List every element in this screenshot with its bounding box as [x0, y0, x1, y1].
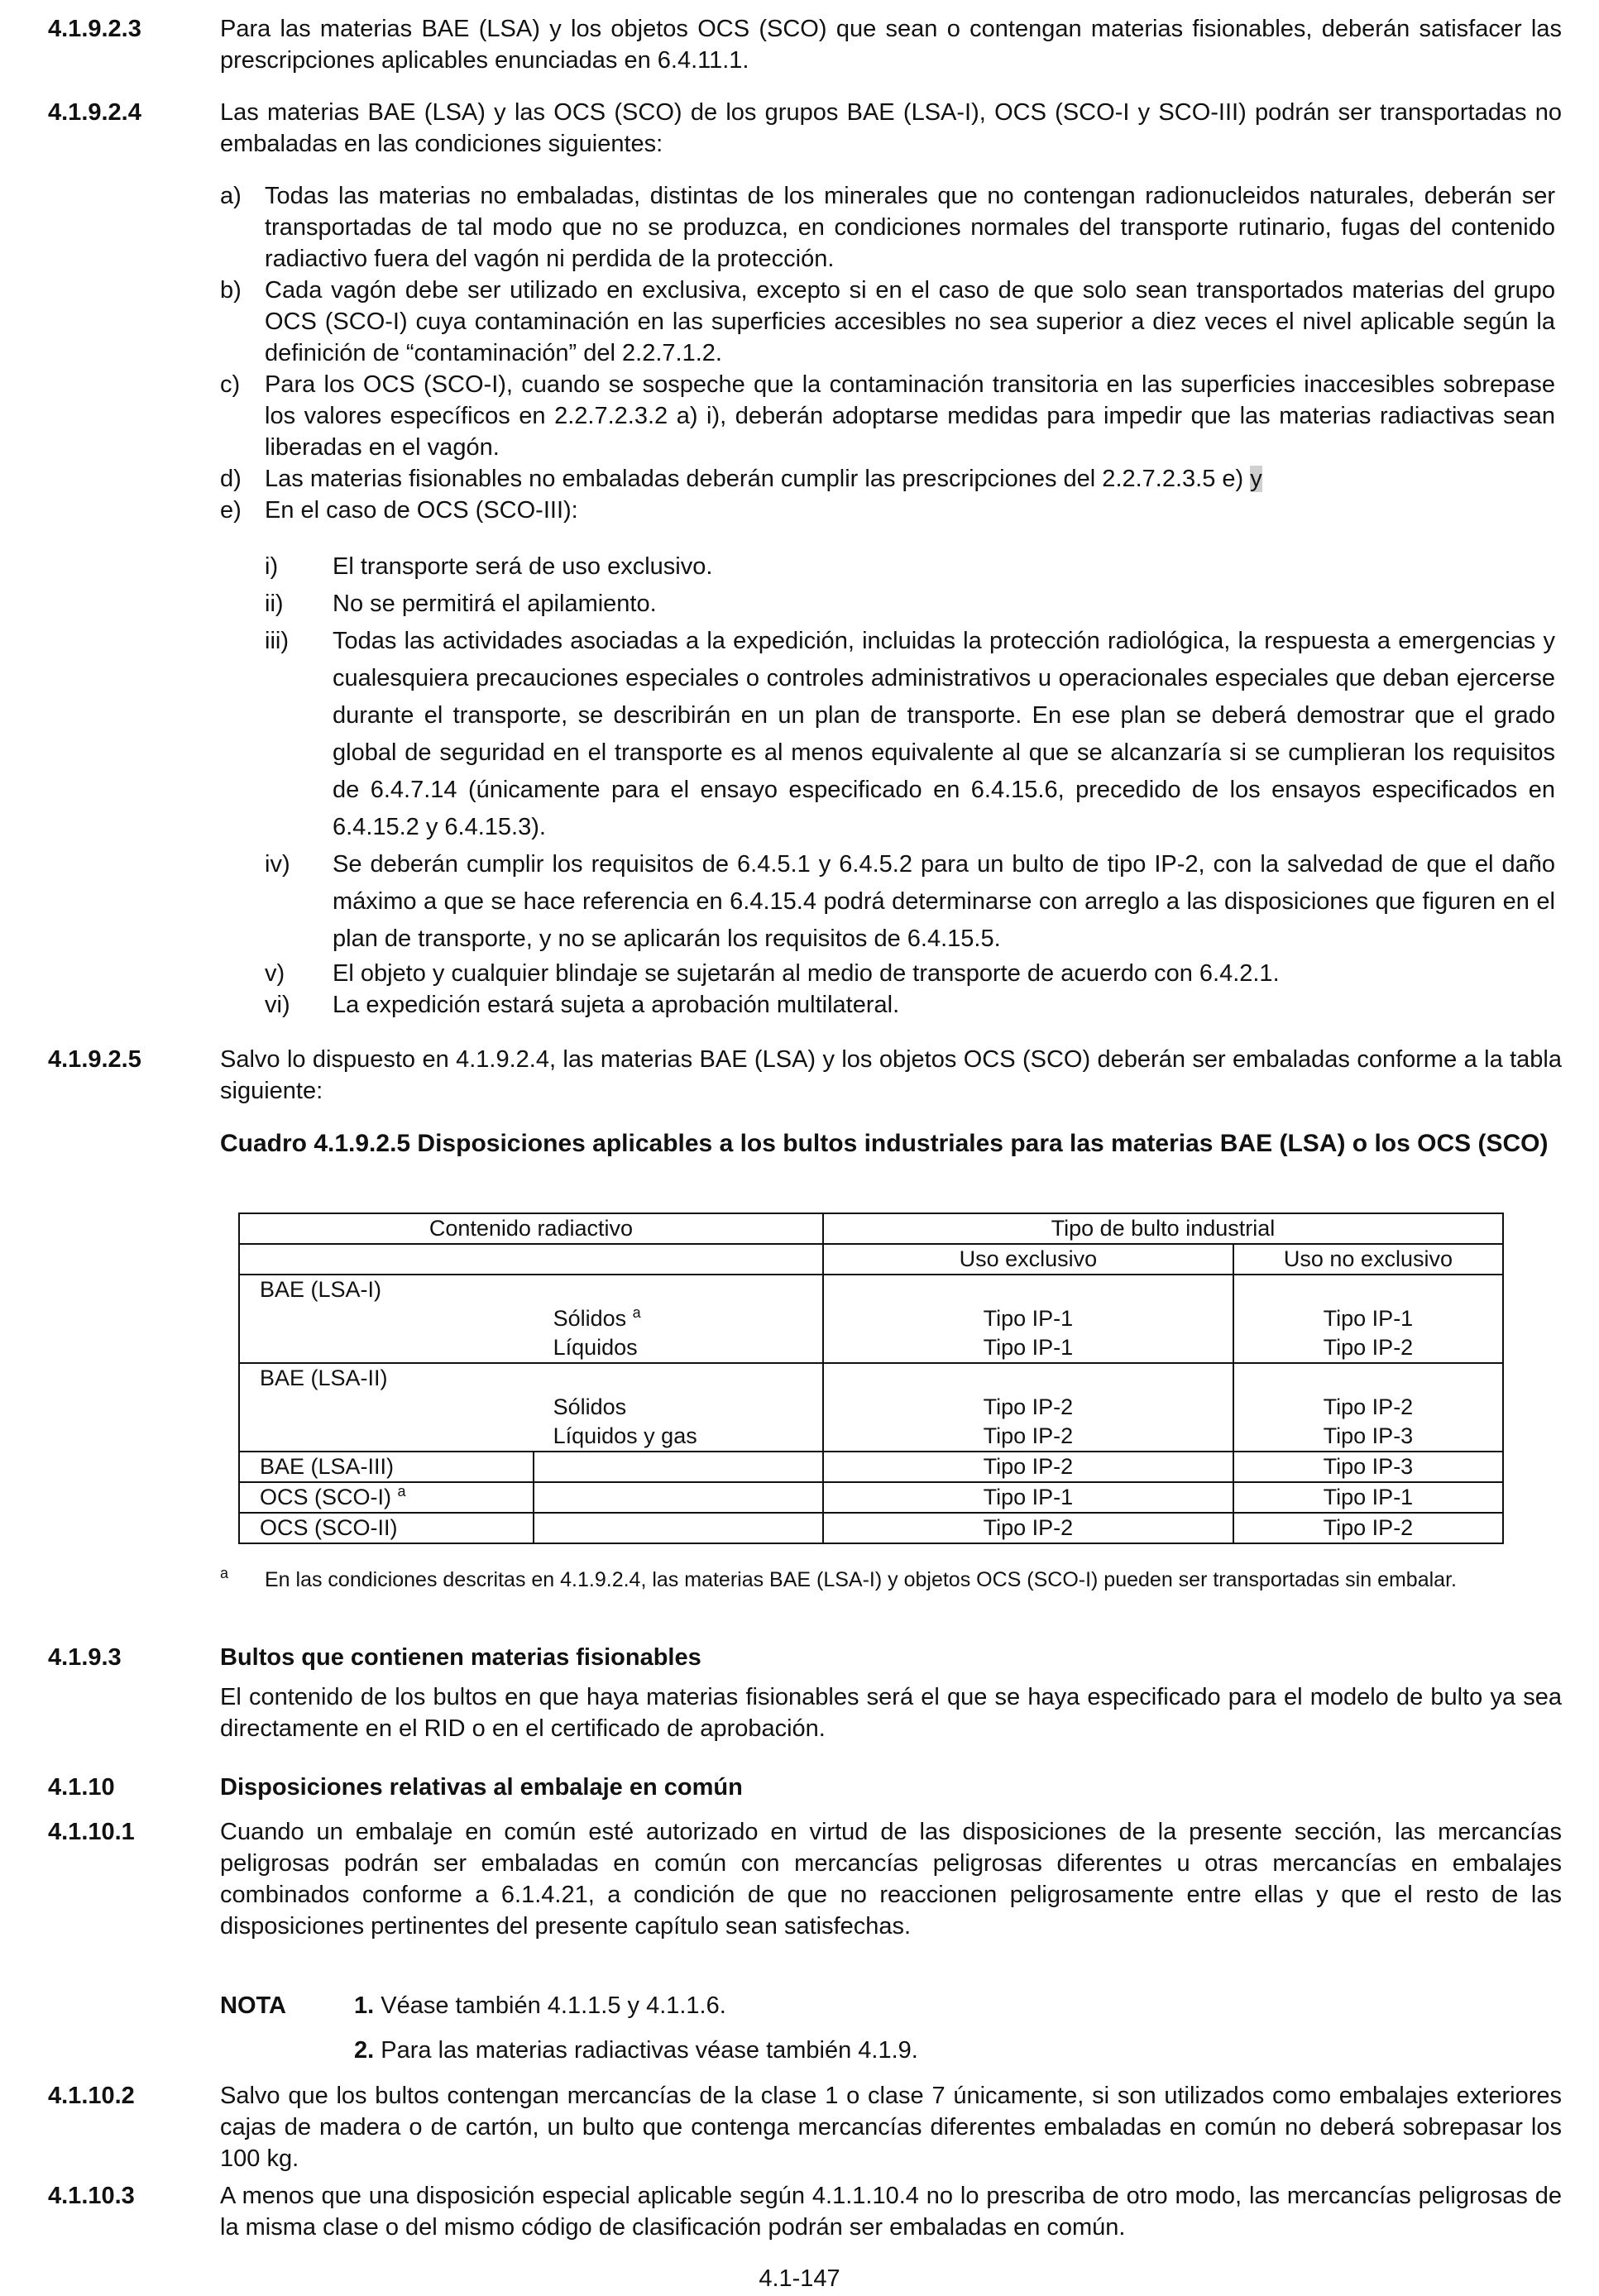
cell-exclusivo: Tipo IP-1: [823, 1482, 1233, 1513]
conditions-list: [220, 180, 1555, 526]
sublist-item: [220, 958, 1555, 989]
cell-no-exclusivo: Tipo IP-3: [1233, 1422, 1503, 1452]
table-row: [239, 1393, 1503, 1422]
list-item-label: b): [220, 277, 242, 304]
section-4-1-10-3: [48, 2180, 1562, 2243]
table-row: [239, 1275, 1503, 1304]
section-text: A menos que una disposición especial aplicable según 4.1.1.10.4 no lo prescriba de otro modo, las mercancías peligrosas de la misma clase o del mismo código de clasificación podrán ser embaladas en común.: [220, 2183, 1562, 2241]
list-item-text: En el caso de OCS (SCO-III):: [265, 497, 578, 524]
section-4-1-9-2-5: [48, 1044, 1562, 1107]
header-tipo: Tipo de bulto industrial: [823, 1213, 1503, 1244]
cell-no-exclusivo: Tipo IP-2: [1233, 1333, 1503, 1363]
section-text: Salvo que los bultos contengan mercancías de la clase 1 o clase 7 únicamente, si son utilizados como embalajes exteriores cajas de madera o de cartón, un bulto que contenga mercancías diferentes embaladas en común no deberá sobrepasar los 100 kg.: [220, 2083, 1562, 2172]
sublist-item: [220, 623, 1555, 846]
nota-item: 1. Véase también 4.1.1.5 y 4.1.1.6.: [354, 1992, 726, 2019]
sublist-item-text: No se permitirá el apilamiento.: [333, 591, 657, 617]
table-caption: Cuadro 4.1.9.2.5 Disposiciones aplicables a los bultos industriales para las materias BAE (LSA) o los OCS (SCO): [220, 1130, 1549, 1157]
header-uso-no-exclusivo: Uso no exclusivo: [1233, 1244, 1503, 1275]
list-item: [220, 180, 1555, 275]
section-number: 4.1.9.2.4: [48, 99, 141, 126]
sublist-item-text: La expedición estará sujeta a aprobación multilateral.: [333, 992, 900, 1018]
table-row: [239, 1422, 1503, 1452]
footnote-label: a: [220, 1565, 229, 1581]
table-header-row: [239, 1213, 1503, 1244]
section-4-1-10-2: [48, 2080, 1562, 2174]
section-text: Salvo lo dispuesto en 4.1.9.2.4, las materias BAE (LSA) y los objetos OCS (SCO) deberán ser embaladas conforme a la tabla siguiente:: [220, 1046, 1562, 1104]
row-label: OCS (SCO-I) $^a$: [239, 1482, 534, 1513]
footnote-marker: a: [397, 1483, 406, 1500]
sublist-item: [220, 989, 1555, 1021]
table-row: [239, 1363, 1503, 1393]
section-text: Las materias BAE (LSA) y las OCS (SCO) de los grupos BAE (LSA-I), OCS (SCO-I y SCO-III) podrán ser transportadas no embaladas en las condiciones siguientes:: [220, 99, 1562, 157]
list-item-text: Todas las materias no embaladas, distintas de los minerales que no contengan radionucleidos naturales, deberán ser transportadas de tal modo que no se produzca, en condiciones normales del transporte rutinario, fugas del contenido radiactivo fuera del vagón ni perdida de la protección.: [265, 183, 1555, 272]
section-number: 4.1.10.3: [48, 2183, 135, 2209]
sublist-item-text: El objeto y cualquier blindaje se sujetarán al medio de transporte de acuerdo con 6.4.2.1.: [333, 960, 1280, 987]
header-uso-exclusivo: Uso exclusivo: [823, 1244, 1233, 1275]
sub-content: Sólidos: [534, 1393, 823, 1422]
section-number: 4.1.9.3: [48, 1644, 122, 1671]
section-text: El contenido de los bultos en que haya materias fisionables será el que se haya especificado para el modelo de bulto ya sea directamente en el RID o en el certificado de aprobación.: [220, 1684, 1562, 1742]
section-number: 4.1.10: [48, 1774, 115, 1801]
cell-exclusivo: Tipo IP-2: [823, 1513, 1233, 1543]
page-number: 4.1-147: [759, 2265, 840, 2292]
list-item: [220, 369, 1555, 463]
cell-exclusivo: Tipo IP-1: [823, 1333, 1233, 1363]
cell-exclusivo: Tipo IP-1: [823, 1304, 1233, 1333]
sublist-item-label: ii): [265, 591, 284, 617]
table-row: [239, 1482, 1503, 1513]
section-4-1-9-2-4: [48, 97, 1562, 160]
table-subheader-row: [239, 1244, 1503, 1275]
cell-no-exclusivo: Tipo IP-2: [1233, 1513, 1503, 1543]
group-label: BAE (LSA-II): [239, 1363, 534, 1393]
section-4-1-10-1: [48, 1816, 1562, 1942]
highlighted-word: y: [1250, 466, 1262, 492]
section-number: 4.1.9.2.5: [48, 1046, 141, 1073]
section-4-1-10: [48, 1772, 1562, 1803]
section-4-1-9-3: [48, 1642, 1562, 1744]
packaging-table: [238, 1213, 1504, 1544]
sco-iii-sublist: [220, 548, 1555, 1021]
table-footnote: [220, 1565, 1555, 1591]
table-row: [239, 1452, 1503, 1482]
group-label: BAE (LSA-I): [239, 1275, 534, 1304]
sub-content: Líquidos: [534, 1333, 823, 1363]
sublist-item-label: v): [265, 960, 285, 987]
list-item: [220, 275, 1555, 369]
cell-exclusivo: Tipo IP-2: [823, 1452, 1233, 1482]
sublist-item-label: iii): [265, 628, 289, 654]
sublist-item: [220, 548, 1555, 586]
table-row: [239, 1304, 1503, 1333]
header-contenido: Contenido radiactivo: [239, 1213, 823, 1244]
sublist-item: [220, 846, 1555, 958]
sublist-item-label: vi): [265, 992, 290, 1018]
list-item-text: Para los OCS (SCO-I), cuando se sospeche que la contaminación transitoria en las superficies inaccesibles sobrepase los valores específicos en 2.2.7.2.3.2 a) i), deberán adoptarse medidas para impedir que las materias radiactivas sean liberadas en el vagón.: [265, 371, 1555, 461]
table-row: [239, 1513, 1503, 1543]
section-text: Cuando un embalaje en común esté autorizado en virtud de las disposiciones de la presente sección, las mercancías peligrosas podrán ser embaladas en común con mercancías peligrosas diferentes u otras mercancías en embalajes combinados conforme a 6.1.4.21, a condición de que no reaccionen peligrosamente entre ellas y que el resto de las disposiciones pertinentes del presente capítulo sean satisfechas.: [220, 1819, 1562, 1940]
row-label: BAE (LSA-III): [239, 1452, 534, 1482]
nota-block: [220, 1983, 1555, 2073]
sublist-item-text: Todas las actividades asociadas a la expedición, incluidas la protección radiológica, la respuesta a emergencias y cualesquiera precauciones especiales o controles administrativos u operacionales especiales que deban ejercerse durante el transporte, se describirán en un plan de transporte. En ese plan se deberá demostrar que el grado global de seguridad en el transporte es al menos equivalente al que se alcanzaría si se cumplieran los requisitos de 6.4.7.14 (únicamente para el ensayo especificado en 6.4.15.6, precedido de los ensayos especificados en 6.4.15.2 y 6.4.15.3).: [333, 628, 1555, 840]
cell-exclusivo: Tipo IP-2: [823, 1422, 1233, 1452]
cell-exclusivo: Tipo IP-2: [823, 1393, 1233, 1422]
section-number: 4.1.10.2: [48, 2083, 135, 2109]
cell-no-exclusivo: Tipo IP-3: [1233, 1452, 1503, 1482]
section-number: 4.1.10.1: [48, 1819, 135, 1845]
table-row: [239, 1333, 1503, 1363]
sub-content: Líquidos y gas: [534, 1422, 823, 1452]
nota-label: NOTA: [220, 1992, 287, 2019]
footnote-text: En las condiciones descritas en 4.1.9.2.4, las materias BAE (LSA-I) y objetos OCS (SCO-I) pueden ser transportadas sin embalar.: [265, 1568, 1457, 1591]
nota-item: 2. Para las materias radiactivas véase también 4.1.9.: [354, 2037, 918, 2064]
sublist-item-label: i): [265, 553, 279, 580]
list-item-label: a): [220, 183, 242, 209]
section-heading: Disposiciones relativas al embalaje en común: [220, 1774, 743, 1801]
row-label: OCS (SCO-II): [239, 1513, 534, 1543]
cell-no-exclusivo: Tipo IP-1: [1233, 1482, 1503, 1513]
list-item-label: d): [220, 466, 242, 492]
sublist-item-text: Se deberán cumplir los requisitos de 6.4.5.1 y 6.4.5.2 para un bulto de tipo IP-2, con la salvedad de que el daño máximo a que se hace referencia en 6.4.15.4 podrá determinarse con arreglo a las disposiciones que figuren en el plan de transporte, y no se aplicarán los requisitos de 6.4.15.5.: [333, 851, 1555, 952]
cell-no-exclusivo: Tipo IP-2: [1233, 1393, 1503, 1422]
section-heading: Bultos que contienen materias fisionables: [220, 1644, 701, 1671]
list-item-label: c): [220, 371, 241, 398]
sub-content: Sólidos $^a$: [534, 1304, 823, 1333]
sublist-item-text: El transporte será de uso exclusivo.: [333, 553, 713, 580]
footnote-marker: a: [632, 1304, 641, 1321]
sublist-item: [220, 586, 1555, 623]
section-number: 4.1.9.2.3: [48, 16, 141, 42]
list-item-text: Cada vagón debe ser utilizado en exclusiva, excepto si en el caso de que solo sean transportados materias del grupo OCS (SCO-I) cuya contaminación en las superficies accesibles no sea superior a diez veces el nivel aplicable según la definición de “contaminación” del 2.2.7.1.2.: [265, 277, 1555, 366]
cell-no-exclusivo: Tipo IP-1: [1233, 1304, 1503, 1333]
list-item-text: Las materias fisionables no embaladas deberán cumplir las prescripciones del 2.2.7.2.3.5 e): [265, 466, 1244, 492]
section-text: Para las materias BAE (LSA) y los objetos OCS (SCO) que sean o contengan materias fisionables, deberán satisfacer las prescripciones aplicables enunciadas en 6.4.11.1.: [220, 16, 1562, 74]
list-item: [220, 463, 1555, 495]
section-4-1-9-2-3: [48, 13, 1562, 76]
sublist-item-label: iv): [265, 851, 290, 878]
list-item-label: e): [220, 497, 242, 524]
list-item: [220, 495, 1555, 526]
